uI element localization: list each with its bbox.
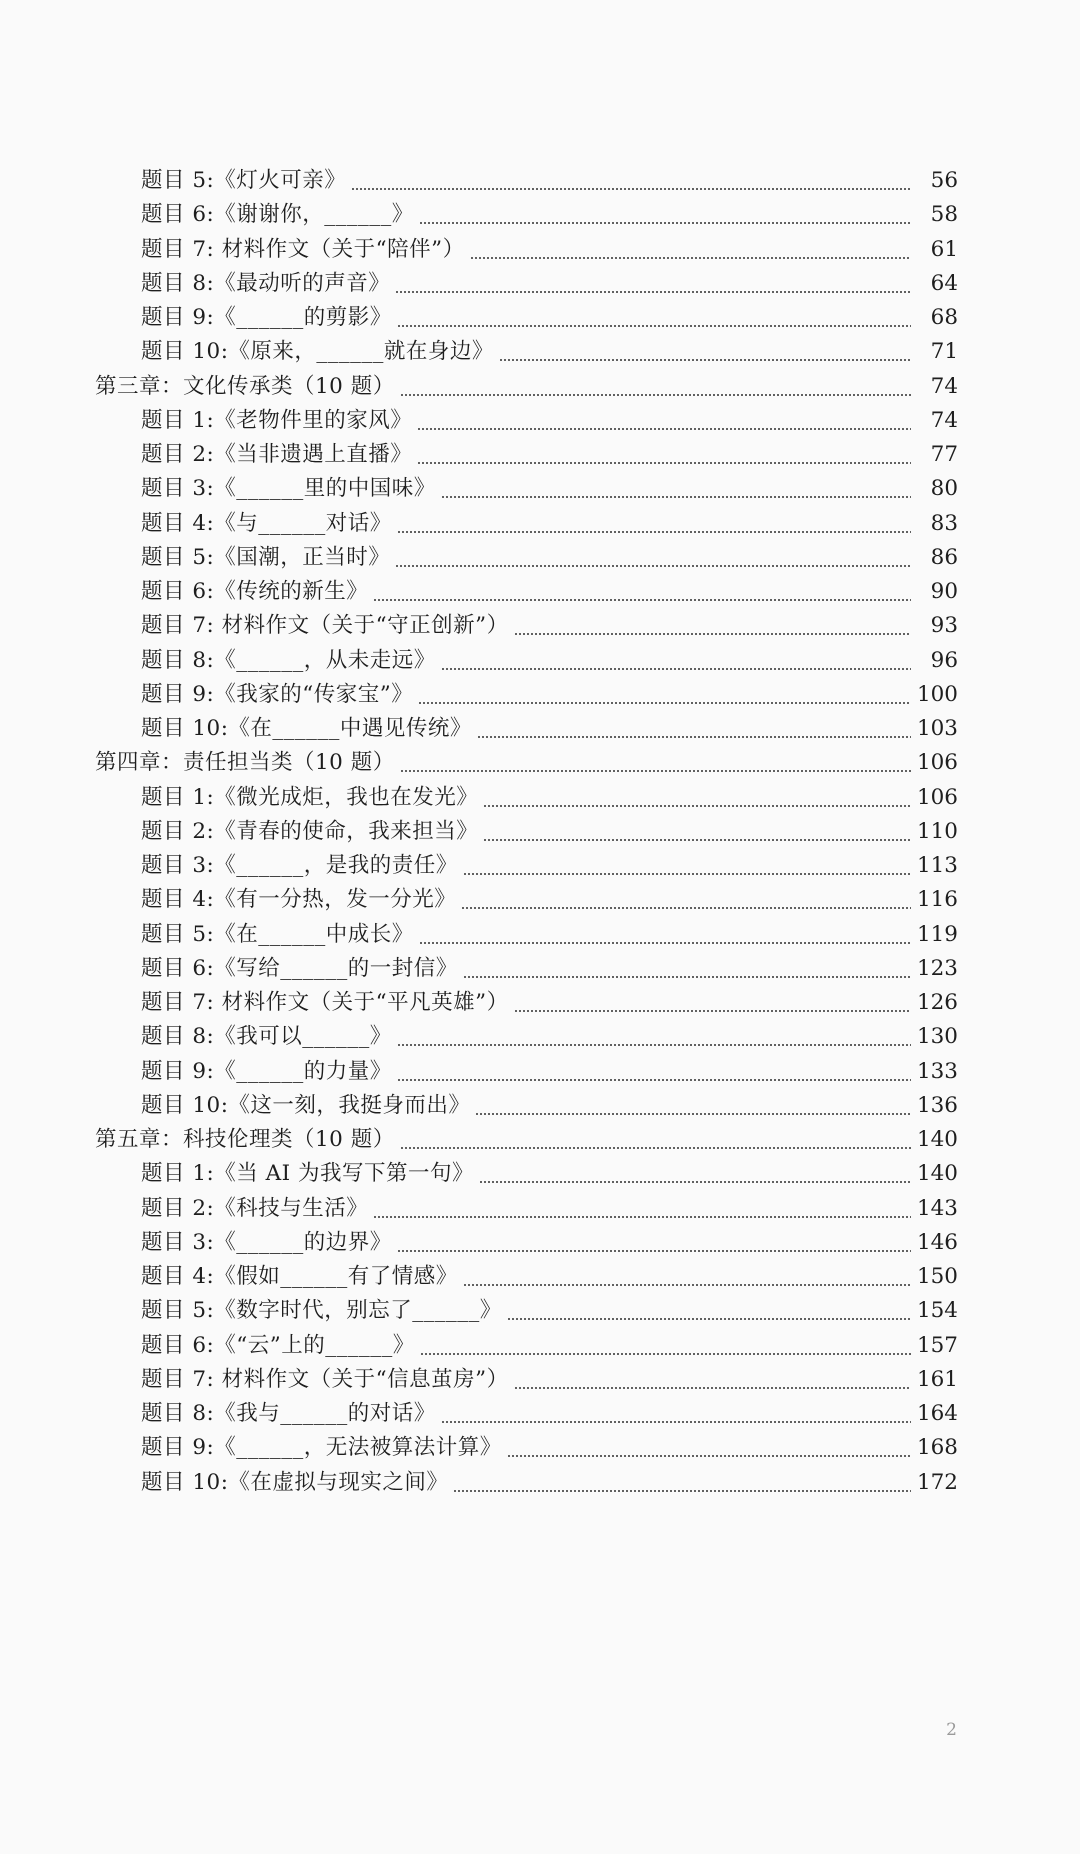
- toc-item-row: [0, 267, 1080, 301]
- toc-dot-leader: [419, 942, 911, 944]
- toc-dot-leader: [397, 1250, 911, 1252]
- toc-item-title: 题目 8:《我与______的对话》: [141, 1401, 436, 1427]
- toc-item-title: 题目 9:《我家的“传家宝”》: [141, 681, 414, 707]
- toc-item-title: 题目 6:《写给______的一封信》: [141, 955, 458, 981]
- toc-item-row: [0, 849, 1080, 883]
- toc-item-row: [0, 609, 1080, 643]
- toc-item-title: 题目 10:《原来，______就在身边》: [141, 339, 494, 365]
- toc-item-title: 题目 10:《这一刻，我挺身而出》: [141, 1092, 471, 1118]
- toc-dot-leader: [514, 1010, 911, 1012]
- toc-item-row: [0, 301, 1080, 335]
- toc-page-number: 93: [930, 613, 958, 639]
- toc-page-number: 172: [916, 1469, 958, 1495]
- toc-dot-leader: [477, 736, 911, 738]
- toc-page-number: 140: [916, 1161, 958, 1187]
- toc-item-row: [0, 438, 1080, 472]
- toc-item-row: [0, 986, 1080, 1020]
- toc-item-title: 题目 7: 材料作文（关于“陪伴”）: [141, 236, 465, 262]
- toc-item-row: [0, 1020, 1080, 1054]
- toc-page-number: 126: [916, 990, 958, 1016]
- toc-item-title: 题目 1:《微光成炬，我也在发光》: [141, 784, 479, 810]
- toc-item-title: 题目 5:《国潮，正当时》: [141, 544, 391, 570]
- toc-item-title: 题目 9:《______，无法被算法计算》: [141, 1435, 502, 1461]
- toc-dot-leader: [395, 291, 911, 293]
- toc-item-row: [0, 1226, 1080, 1260]
- toc-item-row: [0, 164, 1080, 198]
- toc-chapter-title: 第五章：科技伦理类（10 题）: [95, 1127, 395, 1153]
- toc-page-number: 119: [916, 921, 958, 947]
- toc-item-row: [0, 1363, 1080, 1397]
- toc-dot-leader: [441, 496, 911, 498]
- toc-page-number: 64: [930, 270, 958, 296]
- toc-item-title: 题目 6:《传统的新生》: [141, 579, 369, 605]
- toc-item-row: [0, 335, 1080, 369]
- toc-item-row: [0, 1192, 1080, 1226]
- toc-dot-leader: [461, 907, 911, 909]
- toc-dot-leader: [397, 1044, 911, 1046]
- toc-item-title: 题目 3:《______里的中国味》: [141, 476, 436, 502]
- toc-item-row: [0, 507, 1080, 541]
- toc-page-number: 106: [916, 784, 958, 810]
- toc-dot-leader: [453, 1490, 911, 1492]
- toc-item-title: 题目 1:《老物件里的家风》: [141, 407, 413, 433]
- toc-page-number: 103: [916, 716, 958, 742]
- toc-item-row: [0, 1466, 1080, 1500]
- toc-page-number: 123: [916, 955, 958, 981]
- toc-item-title: 题目 7: 材料作文（关于“守正创新”）: [141, 613, 509, 639]
- toc-dot-leader: [417, 462, 911, 464]
- toc-page-number: 157: [916, 1332, 958, 1358]
- toc-dot-leader: [463, 873, 911, 875]
- toc-item-title: 题目 6:《“云”上的______》: [141, 1332, 415, 1358]
- toc-dot-leader: [400, 394, 911, 396]
- toc-item-title: 题目 4:《与______对话》: [141, 510, 392, 536]
- toc-item-row: [0, 1157, 1080, 1191]
- toc-item-title: 题目 5:《灯火可亲》: [141, 168, 347, 194]
- toc-page-number: 58: [930, 202, 958, 228]
- toc-dot-leader: [479, 1181, 911, 1183]
- toc-item-row: [0, 712, 1080, 746]
- toc-item-title: 题目 9:《______的剪影》: [141, 305, 392, 331]
- toc-page-number: 56: [930, 168, 958, 194]
- toc-item-row: [0, 1431, 1080, 1465]
- toc-item-row: [0, 541, 1080, 575]
- toc-item-row: [0, 883, 1080, 917]
- toc-page-number: 61: [930, 236, 958, 262]
- toc-page-number: 100: [916, 681, 958, 707]
- toc-item-title: 题目 2:《青春的使命，我来担当》: [141, 818, 479, 844]
- toc-item-row: [0, 1260, 1080, 1294]
- toc-dot-leader: [514, 633, 911, 635]
- toc-page-number: 140: [916, 1127, 958, 1153]
- toc-dot-leader: [419, 222, 911, 224]
- toc-dot-leader: [417, 428, 911, 430]
- toc-item-title: 题目 7: 材料作文（关于“平凡英雄”）: [141, 990, 509, 1016]
- toc-dot-leader: [483, 839, 911, 841]
- toc-page-number: 83: [930, 510, 958, 536]
- toc-page-number: 164: [916, 1401, 958, 1427]
- toc-chapter-row: [0, 746, 1080, 780]
- toc-item-row: [0, 1329, 1080, 1363]
- toc-item-title: 题目 10:《在虚拟与现实之间》: [141, 1469, 449, 1495]
- toc-item-row: [0, 815, 1080, 849]
- toc-item-title: 题目 3:《______，是我的责任》: [141, 853, 458, 879]
- toc-page-number: 133: [916, 1058, 958, 1084]
- toc-item-row: [0, 1055, 1080, 1089]
- toc-chapter-row: [0, 370, 1080, 404]
- toc-item-title: 题目 4:《有一分热，发一分光》: [141, 887, 457, 913]
- toc-page-number: 168: [916, 1435, 958, 1461]
- toc-chapter-title: 第三章：文化传承类（10 题）: [95, 373, 395, 399]
- table-of-contents: [0, 164, 1080, 1500]
- toc-dot-leader: [373, 599, 911, 601]
- toc-dot-leader: [483, 805, 911, 807]
- toc-page-number: 71: [930, 339, 958, 365]
- toc-page-number: 150: [916, 1264, 958, 1290]
- toc-item-row: [0, 575, 1080, 609]
- toc-item-row: [0, 233, 1080, 267]
- toc-item-title: 题目 10:《在______中遇见传统》: [141, 716, 472, 742]
- toc-page-number: 74: [930, 407, 958, 433]
- toc-dot-leader: [441, 1421, 911, 1423]
- toc-item-title: 题目 8:《我可以______》: [141, 1024, 392, 1050]
- toc-dot-leader: [514, 1387, 911, 1389]
- toc-dot-leader: [395, 565, 911, 567]
- toc-item-row: [0, 781, 1080, 815]
- toc-item-title: 题目 5:《数字时代，别忘了______》: [141, 1298, 502, 1324]
- toc-page-number: 146: [916, 1229, 958, 1255]
- toc-page-number: 86: [930, 544, 958, 570]
- toc-page-number: 106: [916, 750, 958, 776]
- toc-item-row: [0, 472, 1080, 506]
- toc-page-number: 74: [930, 373, 958, 399]
- toc-item-title: 题目 9:《______的力量》: [141, 1058, 392, 1084]
- toc-page-number: 136: [916, 1092, 958, 1118]
- toc-dot-leader: [475, 1113, 911, 1115]
- toc-dot-leader: [507, 1455, 911, 1457]
- toc-dot-leader: [400, 1147, 911, 1149]
- toc-dot-leader: [463, 976, 911, 978]
- toc-dot-leader: [507, 1318, 911, 1320]
- toc-page-number: 77: [930, 442, 958, 468]
- toc-dot-leader: [397, 531, 911, 533]
- toc-item-title: 题目 2:《科技与生活》: [141, 1195, 369, 1221]
- toc-page-number: 80: [930, 476, 958, 502]
- toc-dot-leader: [397, 325, 911, 327]
- toc-dot-leader: [397, 1079, 911, 1081]
- toc-item-row: [0, 404, 1080, 438]
- toc-item-row: [0, 198, 1080, 232]
- toc-page-number: 113: [916, 853, 958, 879]
- toc-item-title: 题目 3:《______的边界》: [141, 1229, 392, 1255]
- toc-dot-leader: [441, 668, 911, 670]
- toc-dot-leader: [499, 359, 911, 361]
- toc-page-number: 116: [916, 887, 958, 913]
- toc-item-title: 题目 2:《当非遗遇上直播》: [141, 442, 413, 468]
- toc-page-number: 110: [916, 818, 958, 844]
- toc-item-row: [0, 1397, 1080, 1431]
- toc-item-title: 题目 6:《谢谢你，______》: [141, 202, 414, 228]
- toc-dot-leader: [470, 257, 911, 259]
- toc-page-number: 154: [916, 1298, 958, 1324]
- toc-dot-leader: [418, 702, 911, 704]
- toc-page-number: 161: [916, 1366, 958, 1392]
- toc-item-title: 题目 8:《最动听的声音》: [141, 270, 391, 296]
- toc-dot-leader: [420, 1353, 911, 1355]
- toc-chapter-title: 第四章：责任担当类（10 题）: [95, 750, 395, 776]
- toc-dot-leader: [463, 1284, 911, 1286]
- toc-dot-leader: [373, 1216, 911, 1218]
- toc-item-row: [0, 952, 1080, 986]
- toc-page-number: 68: [930, 305, 958, 331]
- page-number: 2: [946, 1720, 957, 1740]
- toc-item-title: 题目 4:《假如______有了情感》: [141, 1264, 458, 1290]
- toc-item-title: 题目 8:《______，从未走远》: [141, 647, 436, 673]
- toc-dot-leader: [400, 770, 911, 772]
- toc-item-title: 题目 5:《在______中成长》: [141, 921, 414, 947]
- toc-page-number: 96: [930, 647, 958, 673]
- toc-item-title: 题目 1:《当 AI 为我写下第一句》: [141, 1161, 474, 1187]
- toc-page-number: 130: [916, 1024, 958, 1050]
- toc-item-row: [0, 644, 1080, 678]
- toc-page-number: 143: [916, 1195, 958, 1221]
- toc-item-title: 题目 7: 材料作文（关于“信息茧房”）: [141, 1366, 509, 1392]
- toc-page-number: 90: [930, 579, 958, 605]
- toc-item-row: [0, 1089, 1080, 1123]
- toc-item-row: [0, 678, 1080, 712]
- toc-chapter-row: [0, 1123, 1080, 1157]
- toc-item-row: [0, 918, 1080, 952]
- toc-dot-leader: [351, 188, 911, 190]
- toc-item-row: [0, 1294, 1080, 1328]
